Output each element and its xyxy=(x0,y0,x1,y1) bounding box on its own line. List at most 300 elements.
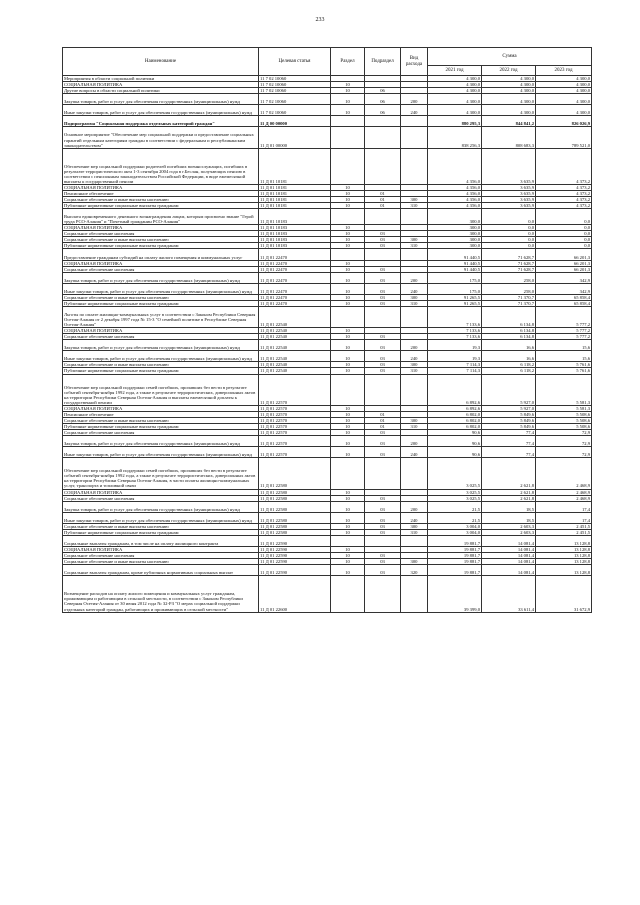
cell-2022: 71 370,7 xyxy=(482,300,536,306)
cell-code: 11 Д 01 10181 xyxy=(259,148,331,184)
cell-section: 10 xyxy=(331,512,365,523)
cell-subsection: 03 xyxy=(365,243,401,249)
cell-2023: 2 451,5 xyxy=(536,523,592,529)
cell-code: 11 Д 01 22570 xyxy=(259,405,331,411)
cell-section: 10 xyxy=(331,283,365,294)
cell-name: Социальное обеспечение и иные выплаты населению xyxy=(63,197,259,203)
cell-section xyxy=(331,458,365,489)
cell-2021: 6 892,6 xyxy=(428,405,482,411)
cell-section: 10 xyxy=(331,559,365,565)
cell-section: 10 xyxy=(331,328,365,334)
cell-2023: 0,0 xyxy=(536,209,592,225)
cell-subsection: 03 xyxy=(365,237,401,243)
cell-2022: 5 849,6 xyxy=(482,417,536,423)
cell-code: 11 Д 01 00000 xyxy=(259,127,331,148)
cell-2023: 65 858,4 xyxy=(536,294,592,300)
cell-subsection xyxy=(365,306,401,327)
cell-section: 10 xyxy=(331,411,365,417)
cell-code: 11 Д 01 10183 xyxy=(259,243,331,249)
cell-2022: 2 621,8 xyxy=(482,495,536,501)
cell-code: 11 Д 01 22580 xyxy=(259,529,331,535)
cell-2023: 5 761,6 xyxy=(536,368,592,374)
cell-code: 11 Д 01 22540 xyxy=(259,368,331,374)
cell-kind: 310 xyxy=(401,529,428,535)
cell-name: Выплата единовременного денежного вознаграждения лицам, которым присвоено звание "Герой труда РСО-Алания" и "Почетный гражданин РСО-Алания" xyxy=(63,209,259,225)
cell-section: 10 xyxy=(331,225,365,231)
cell-code: 11 Д 01 22470 xyxy=(259,294,331,300)
cell-code: 11 Д 01 10183 xyxy=(259,209,331,225)
cell-2022: 4 300,0 xyxy=(482,88,536,94)
cell-subsection: 03 xyxy=(365,436,401,447)
cell-2023: 17,4 xyxy=(536,512,592,523)
cell-code: 11 Д 01 22590 xyxy=(259,565,331,576)
cell-code: 11 Д 01 22470 xyxy=(259,266,331,272)
table-row xyxy=(63,283,592,294)
cell-name: Социальное обеспечение населения xyxy=(63,334,259,340)
cell-code: 11 Д 01 22470 xyxy=(259,249,331,260)
cell-section xyxy=(331,535,365,546)
cell-code: 11 7 02 10060 xyxy=(259,76,331,82)
cell-kind: 240 xyxy=(401,283,428,294)
cell-2022: 2 621,8 xyxy=(482,489,536,495)
cell-2022: 71 628,7 xyxy=(482,260,536,266)
cell-2022: 0,0 xyxy=(482,237,536,243)
cell-subsection: 03 xyxy=(365,266,401,272)
cell-section: 10 xyxy=(331,489,365,495)
cell-code: 11 Д 01 22570 xyxy=(259,411,331,417)
header-code: Целевая статья xyxy=(259,48,331,76)
cell-2022: 5 849,6 xyxy=(482,411,536,417)
cell-2023: 0,0 xyxy=(536,231,592,237)
cell-2022: 71 628,7 xyxy=(482,266,536,272)
cell-name: СОЦИАЛЬНАЯ ПОЛИТИКА xyxy=(63,260,259,266)
cell-2023: 5 581,3 xyxy=(536,374,592,405)
cell-kind: 240 xyxy=(401,447,428,458)
cell-2021: 4 356,0 xyxy=(428,191,482,197)
cell-code: 11 Д 01 10181 xyxy=(259,203,331,209)
cell-section: 10 xyxy=(331,266,365,272)
cell-2023: 31 672,9 xyxy=(536,576,592,612)
cell-section: 10 xyxy=(331,300,365,306)
cell-name: Иные закупки товаров, работ и услуг для обеспечения государственных (муниципальных) нужд xyxy=(63,351,259,362)
cell-code: 11 Д 01 22570 xyxy=(259,436,331,447)
cell-2021: 3 004,0 xyxy=(428,529,482,535)
cell-2023: 789 521,0 xyxy=(536,127,592,148)
cell-2023: 66 201,3 xyxy=(536,266,592,272)
cell-2022: 71 370,7 xyxy=(482,294,536,300)
cell-kind: 310 xyxy=(401,368,428,374)
cell-2021: 19 881,7 xyxy=(428,535,482,546)
cell-name: Социальные выплаты гражданам, кроме публичных нормативных социальных выплат xyxy=(63,565,259,576)
cell-2023: 4 373,2 xyxy=(536,203,592,209)
cell-2022: 14 081,4 xyxy=(482,559,536,565)
cell-2021: 19 881,7 xyxy=(428,546,482,552)
cell-kind xyxy=(401,458,428,489)
cell-2022: 71 628,7 xyxy=(482,249,536,260)
cell-code: 11 Д 01 22540 xyxy=(259,306,331,327)
cell-2023: 4 373,2 xyxy=(536,191,592,197)
cell-kind: 300 xyxy=(401,559,428,565)
cell-section: 10 xyxy=(331,105,365,116)
cell-2022: 18,5 xyxy=(482,501,536,512)
cell-subsection xyxy=(365,535,401,546)
cell-name: Социальное обеспечение населения xyxy=(63,429,259,435)
cell-name: Предоставление гражданам субсидий на оплату жилого помещения и коммунальных услуг xyxy=(63,249,259,260)
cell-2022: 14 081,4 xyxy=(482,565,536,576)
cell-subsection: 03 xyxy=(365,272,401,283)
cell-name: Мероприятия в области социальной политики xyxy=(63,76,259,82)
cell-2021: 4 300,0 xyxy=(428,105,482,116)
cell-kind xyxy=(401,576,428,612)
cell-section: 10 xyxy=(331,272,365,283)
cell-subsection: 01 xyxy=(365,411,401,417)
cell-2021: 3 025,5 xyxy=(428,489,482,495)
cell-kind xyxy=(401,116,428,127)
cell-2023: 72,9 xyxy=(536,447,592,458)
cell-code: 11 Д 01 22540 xyxy=(259,351,331,362)
cell-2022: 844 841,2 xyxy=(482,116,536,127)
cell-name: Возмещение расходов на оплату жилого помещения и коммунальных услуг гражданам, проживающим и работающим в сельской местности, в соответствии с Законом Республики Северная Осетия-Алания от 30 июня 2012 года № 32-РЗ "О мерах социальной поддержки отдельных категорий граждан, работающих и проживающих в сельской местности" xyxy=(63,576,259,612)
cell-kind: 240 xyxy=(401,105,428,116)
cell-2021: 4 300,0 xyxy=(428,82,482,88)
cell-2023: 826 026,9 xyxy=(536,116,592,127)
cell-subsection xyxy=(365,148,401,184)
header-year-2022: 2022 год xyxy=(482,66,536,76)
cell-code: 11 Д 01 10183 xyxy=(259,225,331,231)
cell-2021: 300,0 xyxy=(428,225,482,231)
cell-kind: 240 xyxy=(401,512,428,523)
cell-name: СОЦИАЛЬНАЯ ПОЛИТИКА xyxy=(63,489,259,495)
table-row xyxy=(63,209,592,225)
cell-subsection: 03 xyxy=(365,294,401,300)
cell-section: 10 xyxy=(331,523,365,529)
cell-2023: 66 201,3 xyxy=(536,249,592,260)
cell-kind xyxy=(401,306,428,327)
cell-kind: 310 xyxy=(401,243,428,249)
cell-2022: 18,5 xyxy=(482,512,536,523)
cell-2022: 2 621,8 xyxy=(482,458,536,489)
cell-subsection: 03 xyxy=(365,300,401,306)
cell-name: Социальное обеспечение населения xyxy=(63,495,259,501)
cell-2021: 175,0 xyxy=(428,272,482,283)
cell-section: 10 xyxy=(331,546,365,552)
cell-2023: 4 373,2 xyxy=(536,184,592,190)
cell-kind: 300 xyxy=(401,237,428,243)
cell-name: Другие вопросы в области социальной политики xyxy=(63,88,259,94)
cell-subsection: 03 xyxy=(365,553,401,559)
cell-kind: 310 xyxy=(401,203,428,209)
cell-name: Социальное обеспечение и иные выплаты населению xyxy=(63,417,259,423)
cell-subsection: 03 xyxy=(365,351,401,362)
cell-code: 11 Д 01 10181 xyxy=(259,191,331,197)
cell-code: 11 Д 01 22590 xyxy=(259,559,331,565)
cell-section xyxy=(331,209,365,225)
cell-code: 11 Д 01 10183 xyxy=(259,231,331,237)
cell-subsection xyxy=(365,116,401,127)
cell-section: 10 xyxy=(331,368,365,374)
cell-2022: 6 134,8 xyxy=(482,306,536,327)
cell-section xyxy=(331,306,365,327)
cell-2022: 3 635,9 xyxy=(482,184,536,190)
cell-section: 10 xyxy=(331,501,365,512)
cell-2021: 4 356,0 xyxy=(428,197,482,203)
table-row xyxy=(63,351,592,362)
cell-name: Обеспечение мер социальной поддержки родителей погибших военнослужащих, погибших в результате террористического акта 1-3 сентября 2004 года в г.Беслан, получающих пенсию в соответствии с пенсионным законодательством Российской Федерации, в виде ежемесячной выплаты к государственной пенсии xyxy=(63,148,259,184)
cell-2021: 7 114,3 xyxy=(428,368,482,374)
cell-code: 11 Д 01 22580 xyxy=(259,489,331,495)
cell-kind: 320 xyxy=(401,565,428,576)
cell-subsection: 03 xyxy=(365,368,401,374)
cell-code: 11 7 02 10060 xyxy=(259,94,331,105)
table-row xyxy=(63,105,592,116)
header-year-2021: 2021 год xyxy=(428,66,482,76)
cell-2022: 0,0 xyxy=(482,243,536,249)
cell-subsection: 03 xyxy=(365,340,401,351)
cell-section: 10 xyxy=(331,553,365,559)
cell-2022: 14 081,4 xyxy=(482,546,536,552)
table-body xyxy=(63,76,592,613)
cell-2021: 90,6 xyxy=(428,436,482,447)
cell-2022: 5 927,0 xyxy=(482,374,536,405)
cell-code: 11 7 02 10060 xyxy=(259,82,331,88)
cell-2021: 91 440,5 xyxy=(428,266,482,272)
cell-name: Закупка товаров, работ и услуг для обеспечения государственных (муниципальных) нужд xyxy=(63,94,259,105)
cell-name: СОЦИАЛЬНАЯ ПОЛИТИКА xyxy=(63,405,259,411)
cell-code: 11 Д 01 22580 xyxy=(259,501,331,512)
cell-2022: 6 118,2 xyxy=(482,362,536,368)
cell-subsection: 03 xyxy=(365,559,401,565)
cell-name: Публичные нормативные социальные выплаты гражданам xyxy=(63,529,259,535)
cell-name: Публичные нормативные социальные выплаты гражданам xyxy=(63,300,259,306)
cell-section: 10 xyxy=(331,447,365,458)
cell-2021: 6 802,0 xyxy=(428,411,482,417)
cell-2021: 91 265,5 xyxy=(428,294,482,300)
cell-code: 11 Д 01 22600 xyxy=(259,576,331,612)
cell-2023: 5 508,6 xyxy=(536,423,592,429)
cell-code: 11 Д 00 00000 xyxy=(259,116,331,127)
cell-code: 11 Д 01 22590 xyxy=(259,535,331,546)
cell-2023: 4 300,0 xyxy=(536,88,592,94)
cell-2021: 91 440,5 xyxy=(428,260,482,266)
cell-2021: 3 004,0 xyxy=(428,523,482,529)
header-name: Наименование xyxy=(63,48,259,76)
cell-code: 11 7 02 10060 xyxy=(259,88,331,94)
cell-name: Публичные нормативные социальные выплаты гражданам xyxy=(63,243,259,249)
cell-2021: 39 399,0 xyxy=(428,576,482,612)
table-row xyxy=(63,94,592,105)
cell-2021: 175,0 xyxy=(428,283,482,294)
header-subsection: Подраздел xyxy=(365,48,401,76)
cell-name: Публичные нормативные социальные выплаты гражданам xyxy=(63,368,259,374)
cell-2023: 5 777,2 xyxy=(536,306,592,327)
cell-code: 11 Д 01 22580 xyxy=(259,458,331,489)
table-row xyxy=(63,127,592,148)
cell-2023: 2 451,5 xyxy=(536,529,592,535)
cell-2021: 91 440,5 xyxy=(428,249,482,260)
cell-2022: 77,4 xyxy=(482,436,536,447)
cell-kind xyxy=(401,148,428,184)
cell-name: Закупка товаров, работ и услуг для обеспечения государственных (муниципальных) нужд xyxy=(63,501,259,512)
cell-name: Социальное обеспечение и иные выплаты населению xyxy=(63,237,259,243)
cell-code: 11 Д 01 22590 xyxy=(259,546,331,552)
cell-code: 11 Д 01 22540 xyxy=(259,328,331,334)
cell-section: 10 xyxy=(331,237,365,243)
cell-kind: 300 xyxy=(401,362,428,368)
cell-name: Публичные нормативные социальные выплаты гражданам xyxy=(63,203,259,209)
cell-section: 10 xyxy=(331,529,365,535)
cell-kind: 200 xyxy=(401,340,428,351)
cell-2023: 0,0 xyxy=(536,225,592,231)
cell-2023: 342,9 xyxy=(536,272,592,283)
cell-name: Основное мероприятие "Обеспечение мер социальной поддержки и предоставление социальных гарантий отдельным категориям граждан в соответствии с федеральным и республиканским законодательством" xyxy=(63,127,259,148)
cell-subsection: 03 xyxy=(365,523,401,529)
table-row xyxy=(63,306,592,327)
cell-section: 10 xyxy=(331,231,365,237)
cell-kind: 200 xyxy=(401,501,428,512)
cell-code: 11 Д 01 10183 xyxy=(259,237,331,243)
cell-2023: 13 128,8 xyxy=(536,565,592,576)
cell-name: Закупка товаров, работ и услуг для обеспечения государственных (муниципальных) нужд xyxy=(63,272,259,283)
cell-2022: 5 927,0 xyxy=(482,405,536,411)
cell-2021: 838 256,3 xyxy=(428,127,482,148)
cell-2023: 2 468,9 xyxy=(536,489,592,495)
cell-section: 10 xyxy=(331,423,365,429)
cell-subsection: 06 xyxy=(365,105,401,116)
cell-2021: 7 133,6 xyxy=(428,334,482,340)
cell-kind xyxy=(401,535,428,546)
cell-section: 10 xyxy=(331,94,365,105)
cell-code: 11 Д 01 22540 xyxy=(259,334,331,340)
cell-subsection: 06 xyxy=(365,94,401,105)
cell-2021: 4 356,0 xyxy=(428,184,482,190)
cell-kind: 300 xyxy=(401,523,428,529)
cell-2023: 5 777,2 xyxy=(536,328,592,334)
table-row xyxy=(63,576,592,612)
cell-section xyxy=(331,249,365,260)
cell-name: СОЦИАЛЬНАЯ ПОЛИТИКА xyxy=(63,184,259,190)
cell-2021: 300,0 xyxy=(428,243,482,249)
cell-2023: 4 373,2 xyxy=(536,148,592,184)
cell-name: Иные закупки товаров, работ и услуг для обеспечения государственных (муниципальных) нужд xyxy=(63,105,259,116)
cell-code: 11 Д 01 22570 xyxy=(259,447,331,458)
cell-2023: 13 128,8 xyxy=(536,553,592,559)
cell-subsection: 06 xyxy=(365,88,401,94)
cell-2022: 2 603,3 xyxy=(482,529,536,535)
cell-2021: 91 265,5 xyxy=(428,300,482,306)
cell-2022: 0,0 xyxy=(482,225,536,231)
cell-section xyxy=(331,576,365,612)
cell-2022: 2 603,3 xyxy=(482,523,536,529)
cell-2023: 13 128,8 xyxy=(536,559,592,565)
cell-subsection: 01 xyxy=(365,197,401,203)
header-sum: Сумма xyxy=(428,48,592,66)
cell-name: Социальное обеспечение населения xyxy=(63,553,259,559)
cell-subsection: 01 xyxy=(365,203,401,209)
cell-code: 11 Д 01 22470 xyxy=(259,272,331,283)
cell-name: Социальные выплаты гражданам, в том числе на оплату жилищного контракта xyxy=(63,535,259,546)
cell-kind: 200 xyxy=(401,94,428,105)
cell-2023: 342,9 xyxy=(536,283,592,294)
cell-code: 11 Д 01 22580 xyxy=(259,495,331,501)
cell-name: Подпрограмма "Социальная поддержка отдельных категорий граждан" xyxy=(63,116,259,127)
cell-kind xyxy=(401,209,428,225)
cell-2021: 4 300,0 xyxy=(428,88,482,94)
cell-2023: 2 468,9 xyxy=(536,458,592,489)
cell-2022: 77,4 xyxy=(482,447,536,458)
cell-code: 11 Д 01 22540 xyxy=(259,362,331,368)
cell-name: СОЦИАЛЬНАЯ ПОЛИТИКА xyxy=(63,225,259,231)
cell-section: 10 xyxy=(331,191,365,197)
cell-section xyxy=(331,148,365,184)
cell-kind: 310 xyxy=(401,423,428,429)
cell-code: 11 Д 01 22570 xyxy=(259,417,331,423)
cell-code: 11 Д 01 22470 xyxy=(259,300,331,306)
cell-section xyxy=(331,127,365,148)
cell-2022: 14 081,4 xyxy=(482,535,536,546)
cell-2023: 5 777,2 xyxy=(536,334,592,340)
cell-kind xyxy=(401,249,428,260)
cell-2021: 21,5 xyxy=(428,501,482,512)
cell-name: Пенсионное обеспечение xyxy=(63,411,259,417)
cell-2021: 4 300,0 xyxy=(428,94,482,105)
cell-subsection: 03 xyxy=(365,512,401,523)
cell-name: Пенсионное обеспечение xyxy=(63,191,259,197)
table-row xyxy=(63,501,592,512)
cell-2022: 16,6 xyxy=(482,340,536,351)
cell-2022: 0,0 xyxy=(482,231,536,237)
cell-subsection: 03 xyxy=(365,495,401,501)
cell-2022: 258,0 xyxy=(482,283,536,294)
cell-kind: 240 xyxy=(401,351,428,362)
cell-subsection xyxy=(365,127,401,148)
cell-2022: 808 683,3 xyxy=(482,127,536,148)
cell-2022: 4 300,0 xyxy=(482,76,536,82)
cell-kind xyxy=(401,374,428,405)
cell-2022: 3 635,9 xyxy=(482,148,536,184)
cell-subsection: 03 xyxy=(365,362,401,368)
cell-2021: 19,3 xyxy=(428,340,482,351)
cell-section: 10 xyxy=(331,82,365,88)
cell-name: Социальное обеспечение населения xyxy=(63,231,259,237)
cell-code: 11 Д 01 22570 xyxy=(259,374,331,405)
cell-2021: 19 881,7 xyxy=(428,559,482,565)
cell-2023: 0,0 xyxy=(536,243,592,249)
table-row xyxy=(63,565,592,576)
cell-section: 10 xyxy=(331,88,365,94)
cell-section: 10 xyxy=(331,203,365,209)
cell-2023: 4 300,0 xyxy=(536,76,592,82)
cell-name: СОЦИАЛЬНАЯ ПОЛИТИКА xyxy=(63,82,259,88)
cell-kind: 200 xyxy=(401,436,428,447)
cell-2023: 4 300,0 xyxy=(536,94,592,105)
cell-section: 10 xyxy=(331,362,365,368)
cell-name: Социальное обеспечение и иные выплаты населению xyxy=(63,559,259,565)
cell-subsection: 03 xyxy=(365,231,401,237)
cell-2023: 0,0 xyxy=(536,237,592,243)
cell-2022: 3 635,9 xyxy=(482,197,536,203)
cell-code: 11 Д 01 22580 xyxy=(259,512,331,523)
cell-2021: 4 356,0 xyxy=(428,203,482,209)
cell-2021: 4 300,0 xyxy=(428,76,482,82)
cell-2022: 3 635,9 xyxy=(482,203,536,209)
cell-2022: 258,0 xyxy=(482,272,536,283)
cell-subsection xyxy=(365,209,401,225)
cell-kind: 300 xyxy=(401,197,428,203)
table-row xyxy=(63,512,592,523)
cell-2023: 2 468,9 xyxy=(536,495,592,501)
cell-section: 10 xyxy=(331,495,365,501)
cell-subsection xyxy=(365,458,401,489)
